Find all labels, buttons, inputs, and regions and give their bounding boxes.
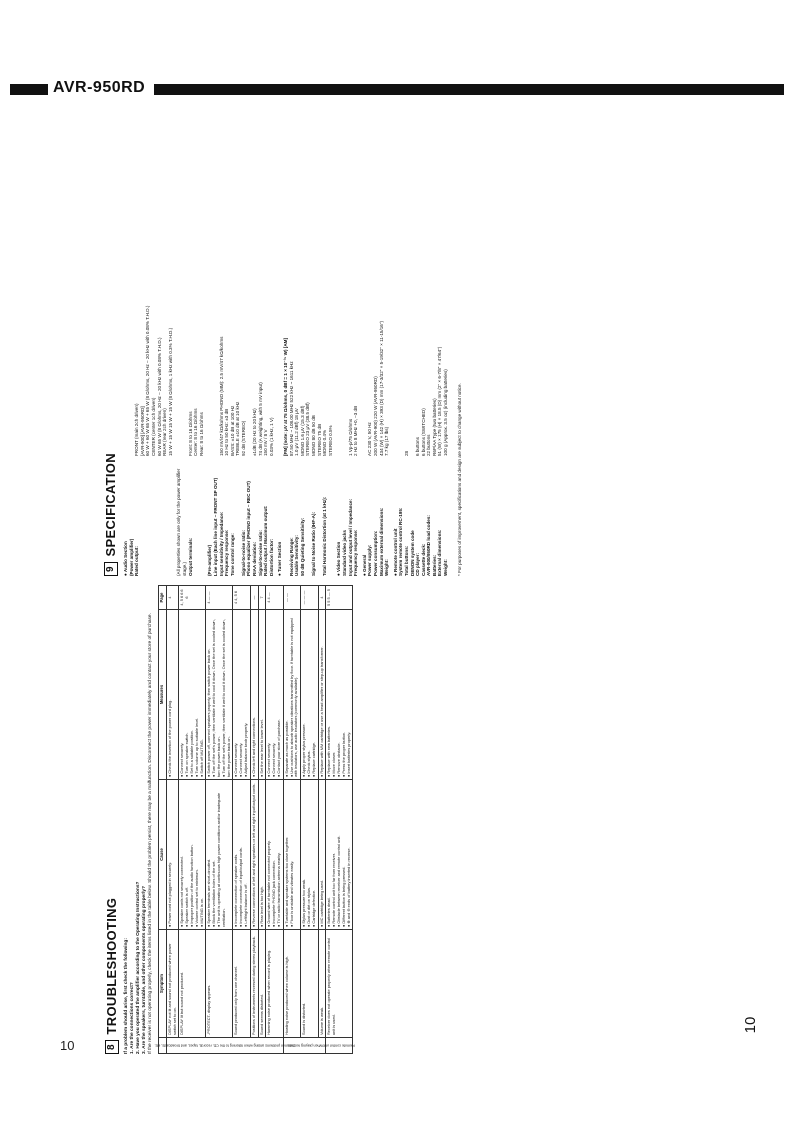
remote-label: Weight: — [443, 559, 449, 576]
rated-output-line: CENTER (center 1ch driven) — [150, 397, 156, 456]
output-terminal-line: Center: 8 to 16 Ω/ohms — [193, 408, 199, 456]
cause-cell — [258, 780, 266, 930]
symptom-cell: Sound produced only from one channel. — [233, 930, 250, 1038]
troubleshooting-section — [104, 586, 353, 1054]
general-label: Weight: — [384, 559, 390, 576]
audio-heading: ● Audio Section — [123, 541, 128, 576]
symptom-header: Symptom — [159, 930, 167, 1038]
troubleshooting-heading — [104, 586, 119, 1054]
measures-cell — [179, 610, 206, 780]
cause-item: ● Incomplete connection of speaker cords. — [233, 853, 239, 927]
measure-item: ● Connect securely. — [266, 742, 272, 777]
tuner-label — [328, 456, 334, 576]
page-cell: 4, 5 6 6 6 6 — [179, 586, 206, 610]
preamp-label: Phono equalizer (PHONO input – REC OUT) — [246, 481, 252, 576]
measure-item: ● Check the insertion of the power cord plug. — [166, 699, 172, 777]
measures-cell — [250, 610, 258, 780]
section-title: TROUBLESHOOTING — [104, 897, 119, 1035]
tuner-label: 50 dB Quieting Sensitivity: — [299, 517, 305, 576]
page-cell: 4 — [318, 586, 326, 610]
table-row — [301, 586, 318, 1054]
measure-item: ● Turn on speaker switch. — [184, 732, 190, 777]
general-value: 7.7 kg (17 lbs) — [384, 426, 390, 456]
cause-item: ● Improper position of the audio function button. — [188, 844, 194, 927]
intro-text: If the receiver is not operating properly, check the items listed in the table below. Should the problem persist, there may be a malfunction. Disconnect the power immediately and contact your store of purchase. — [148, 613, 153, 1054]
preamp-value: 74 dB (A weighting, with 5 mV input) — [257, 382, 263, 456]
measures-cell — [301, 610, 318, 780]
measure-item: ● Replace with MM cartridge or use a head amplifier or step-up transformer. — [318, 646, 324, 777]
cause-cell — [233, 780, 250, 930]
page-cell: — — [250, 586, 258, 610]
symptom-cell: DISPLAY not lit and sound not produced when power switch set to on. — [166, 930, 179, 1038]
cause-header: Cause — [159, 780, 167, 930]
tuner-rows — [289, 114, 334, 576]
measures-cell — [283, 610, 300, 780]
measure-item: ● Adjust balance knob properly. — [242, 722, 248, 777]
preamp-label: Distortion factor: — [268, 538, 274, 576]
measures-cell — [318, 610, 326, 780]
table-row — [326, 586, 353, 1054]
preamp-label: Signal-to-noise ratio: — [257, 530, 263, 576]
section-number: 8 — [105, 1040, 119, 1054]
remote-label: Total buttons: — [403, 545, 409, 576]
general-value: AC 230 V, 50 Hz — [367, 422, 373, 456]
preamp-row — [269, 114, 275, 576]
cause-cell — [179, 780, 206, 930]
page-cell: — — — [283, 586, 300, 610]
line-input-heading: Line input (Each line input – FRONT SP OUT) — [212, 477, 218, 576]
preamp-label: Input sensitivity / Impedance: — [218, 511, 224, 576]
tuner-label: Signal to Noise Ratio (IHF-A): — [311, 511, 316, 576]
general-row — [384, 114, 390, 576]
cause-item: ● Reverse connections of left and right speakers or left and right input/output cords. — [250, 783, 256, 927]
measures-cell — [206, 610, 233, 780]
remote-label: DENON system code — [409, 530, 415, 576]
cause-cell — [283, 780, 300, 930]
cause-item: ● MC cartridge being used. — [318, 880, 324, 927]
header-bar-left — [10, 84, 48, 95]
measure-item: ● Contact your store of purchase. — [275, 719, 281, 777]
section-number: 9 — [104, 562, 118, 576]
measure-item: ● Apply proper stylus pressure. — [301, 723, 307, 777]
tuner-value: STEREO 23 μV (38.5 dBf) — [305, 402, 311, 456]
video-label: Standard video jacks — [341, 530, 347, 576]
tuner-heading: ● Tuner Section — [277, 541, 283, 576]
cause-item: ● Speaker switch is off. — [184, 886, 190, 927]
remote-value: 51 (W) × 175 (H) × 18.5 (D) mm (2" × 6-7/8" × 47/64") — [437, 346, 443, 456]
rated-output-values — [134, 114, 173, 456]
troubleshooting-table — [154, 585, 355, 1054]
cause-item: ● Volume control set to minimum. — [193, 869, 199, 927]
cause-item: ● Power cord not plugged in securely. — [166, 862, 172, 927]
general-heading: ● General — [361, 554, 367, 576]
cause-item: ● Different button is being pressed. — [340, 866, 346, 927]
remote-label: System remote control RC-195: — [398, 507, 404, 576]
rotated-content — [104, 109, 730, 1054]
rated-output-line: 60 W 65 W (8 Ω/ohms, 20 Hz – 20 kHz with 0.08% T.H.D.) — [156, 337, 162, 456]
preamp-label: Signal-to-noise ratio: — [240, 530, 246, 576]
general-rows — [367, 114, 389, 576]
tuner-value: MONO 0.4% — [322, 429, 328, 456]
rotated-page-number-wrap — [742, 1010, 772, 1040]
cause-item: ● TV or radio transmission antenna nearby. — [275, 852, 281, 927]
measure-item: ● Set to a suitable position. — [188, 730, 194, 777]
measure-item: ● Replace with new batteries. — [326, 725, 332, 777]
measure-item: ● Insert batteries properly. — [345, 731, 351, 777]
preamp-value: 0.03% (1 kHz, 1 V) — [268, 417, 274, 456]
cause-cell — [326, 780, 353, 930]
category-label: Common problems arising when listening to the CD, records, tapes, and broadcasts, etc. — [154, 1043, 296, 1048]
page-header: Page — [159, 586, 167, 610]
measure-item: ● Remove obstacle. — [335, 742, 341, 777]
preamp-rows — [219, 114, 275, 576]
tuner-label: Total Harmonic Distortion (at 1 kHz): — [322, 496, 328, 576]
cause-item: ● Incomplete PHONO jack connection. — [271, 860, 277, 927]
tuner-value: 87.50 MHz ~ 108.00 MHz 522 kHz ~ 1611 kHz — [288, 361, 294, 456]
measure-item: ● Check stylus. — [305, 750, 311, 777]
symptom-cell: DISPLAY lit but sound not produced. — [179, 930, 206, 1038]
cause-item: ● Speaker cords not securely connected. — [179, 856, 185, 927]
table-row — [233, 586, 250, 1054]
video-label: Input and output level / Impedance: — [347, 498, 353, 576]
symptom-cell: Positions of instruments reversed during stereo playback. — [250, 930, 258, 1038]
measure-item: ● Connect securely. — [238, 742, 244, 777]
rated-output-label: Rated output: — [134, 546, 140, 576]
symptom-cell: Sound seems distorted. — [258, 930, 266, 1038]
symptom-cell: Howling noise produced when volume is high. — [283, 930, 300, 1038]
check-item: 3. Are the speakers, turntable, and other components operating properly? — [142, 885, 147, 1054]
output-terminals-row — [188, 114, 205, 576]
table-row — [266, 586, 283, 1054]
check-item: 1. Are the connections correct? — [130, 982, 135, 1054]
cause-item: ● Floor is unstable and vibrates easily. — [288, 860, 294, 927]
section-title: SPECIFICATION — [103, 453, 119, 557]
measures-cell — [233, 610, 250, 780]
preamp-value: 92 dB (STEREO) — [240, 420, 246, 456]
page-number: 10 — [60, 1038, 75, 1053]
measures-cell — [166, 610, 179, 780]
symptom-cell: -PROTECT- display appears. — [206, 930, 233, 1038]
preamp-heading: (Pre-amplifier) — [207, 544, 213, 576]
remote-value: R6P/AA Type (two batteries) — [431, 398, 437, 456]
specification-heading — [104, 114, 118, 576]
measures-cell — [326, 610, 353, 780]
preamp-value: ±1dB (20 Hz to 20 kHz) — [252, 408, 258, 456]
preamp-label: Rated output / Maximum output: — [263, 505, 269, 576]
tuner-row — [328, 114, 334, 576]
cause-item: ● Remote control unit too far from receiver. — [331, 853, 337, 927]
video-value: 1 Vp-p/75 Ω/ohms — [347, 418, 353, 456]
output-terminal-line: Front: 8 to 16 Ω/ohms — [187, 411, 193, 456]
page-cell: 4 — — — [206, 586, 233, 610]
specification-section — [104, 114, 462, 576]
category-label: When playing records. — [286, 1043, 323, 1048]
video-heading: ● Video Section — [336, 541, 342, 576]
remote-label: Cassette deck: — [420, 543, 426, 576]
general-label: Power consumption: — [372, 530, 378, 576]
rated-output-line: [AVR-900] [AVR-950RD] — [139, 406, 145, 456]
measure-item: ● Separate as much as possible. — [283, 720, 289, 777]
page-cell: 4 4 — — [266, 586, 283, 610]
remote-row — [443, 114, 449, 576]
model-title: AVR-950RD — [53, 79, 146, 96]
remote-rows — [398, 114, 448, 576]
measure-item: ● Switch off MUTING. — [198, 739, 204, 777]
symptom-cell: Receiver does not operate properly when remote control unit is used. — [326, 930, 353, 1038]
cause-item: ● Block the ventilation holes of the set. — [211, 860, 217, 927]
tuner-value: 1.0 μV (11.2 dBf) 18 μV — [294, 408, 300, 456]
measure-item: ● Connect securely. — [233, 742, 239, 777]
rated-output-line: REAR (rear 2ch driven) — [162, 408, 168, 456]
cause-item: ● Turntable and speaker systems too close together. — [283, 836, 289, 927]
measure-item: ● Press the proper button. — [340, 731, 346, 777]
cause-item: ● Cartridge defective. — [310, 889, 316, 927]
remote-value: 6 buttons — [415, 437, 421, 456]
remote-value: 100 g (Approx. 3.5 oz) (including batteries) — [443, 369, 449, 456]
video-rows — [342, 114, 359, 576]
preamp-value: BASS: ±10 dB at 100 Hz — [229, 405, 235, 456]
remote-label: CD player: — [415, 553, 421, 576]
output-terminals-label: Output terminals: — [187, 537, 193, 576]
rated-output-line: 15 W + 15 W 15 W + 15 W (8 Ω/ohms, 1 kHz with 0.3% T.H.D.) — [167, 327, 173, 456]
page-cell: — — — — [301, 586, 318, 610]
rotated-page-number: 10 — [742, 1016, 759, 1034]
table-header-row — [159, 586, 167, 1054]
amp-note-spacer — [176, 114, 187, 456]
table-row — [283, 586, 300, 1054]
measure-item: ● Turn off the set's power, then ventilate it well to cool it down. Once the set is cooled down, turn the power back on. — [211, 619, 221, 777]
measures-header: Measures — [159, 610, 167, 780]
general-value: 434 (W) × 142 (H) × 393 (D) mm (17-3/32" × 5-19/32" × 11-15/16") — [378, 320, 384, 456]
cause-item: ● Batteries dead. — [326, 897, 332, 927]
cause-item: ● Dust or dirt on stylus. — [305, 887, 311, 927]
page-cell: 4 — [166, 586, 179, 610]
video-row — [353, 114, 359, 576]
table-row — [166, 586, 179, 1054]
tuner-value: MONO 1.6 μV (15.3 dBf) — [299, 405, 305, 456]
tuner-label: Usable Sensitivity: — [294, 535, 300, 576]
measure-item: ● Replace cartridge. — [310, 741, 316, 777]
table-row — [318, 586, 326, 1054]
rated-output-line: 60 W + 60 W 65 W + 65 W (8 Ω/ohms, 20 Hz – 20 kHz with 0.08% T.H.D.) — [145, 305, 151, 456]
measure-item: ● Turn off the set's power, then ventilate it well to cool it down. Once the set is cooled down, turn the power back on. — [220, 619, 231, 777]
remote-label: External dimensions: — [437, 529, 443, 576]
measures-cell — [266, 610, 283, 780]
category-cell — [154, 1038, 296, 1054]
video-value: 2 Hz to 8 MHz +0, –3 dB — [353, 405, 359, 456]
cause-cell — [166, 780, 179, 930]
cause-item: ● Ground wire of turntable not connected properly. — [266, 840, 272, 927]
tuner-label: Receiving Range: — [288, 537, 294, 576]
table-row — [250, 586, 258, 1054]
cause-item: ● Left/right balance is off. — [242, 883, 248, 927]
video-label: Frequency response: — [353, 529, 359, 576]
tuner-value: STEREO 75 dB — [316, 423, 322, 456]
remote-heading: ● Remote control unit — [392, 528, 398, 576]
output-terminal-line: Rear: 8 to 16 Ω/ohms — [198, 412, 204, 456]
cause-cell — [301, 780, 318, 930]
rated-output-line: FRONT (main 2ch driven) — [134, 403, 140, 456]
preamp-value: 150 mV / 8 V — [263, 429, 269, 456]
cause-item: ● Obstacle between receiver and remote control unit. — [335, 835, 341, 927]
category-label: Remote control unit — [323, 1043, 355, 1048]
output-terminals-block — [176, 114, 187, 576]
preamp-value: 150 mV/47 kΩ/kohms PHONO (MM): 2.5 mV/47 kΩ/kohms — [218, 336, 224, 456]
amp-note: (All properties shown are only for the power amplifier stage.) — [176, 468, 187, 576]
table-row — [258, 586, 266, 1054]
cause-item: ● MUTING is on. — [198, 897, 204, 927]
cause-item: ● ⊕ and ⊖ ends of battery inserted in reverse. — [345, 847, 351, 927]
remote-label: Batteries: — [431, 554, 437, 576]
symptom-cell: Sound is distorted. — [301, 930, 318, 1038]
preamp-label: Tone control range: — [229, 533, 235, 576]
output-terminals-values — [188, 114, 205, 456]
remote-label: AVR-900/950RD load codes: — [426, 515, 432, 576]
general-value: 200 W (AVR-900) 220 W (AVR-950RD) — [372, 376, 378, 456]
measure-item: ● Use cushions to absorb speaker vibrations transmitted by floor. If turntable is not equipped with insulators, use audio insulators (commonly available). — [288, 618, 299, 777]
rated-output-block — [134, 114, 173, 576]
tuner-columns: [FM] (note: μV at 75 Ω/ohms, 0 dBf = 1 × 10⁻¹⁵ W) [AM] — [283, 337, 289, 456]
preamp-value: 10 Hz to 50 kHz: ±3 dB — [224, 408, 230, 456]
header-bar-right — [154, 84, 784, 95]
cause-cell — [206, 780, 233, 930]
measure-item: ● Switch power off, connect speakers properly, then switch power back on. — [206, 648, 212, 777]
category-cell — [283, 1038, 326, 1054]
intro-heading: If a problem should arise, first check the following: — [124, 938, 129, 1054]
preamp-label: Frequency response: — [224, 529, 230, 576]
symptom-cell: Humming noise produced when record is playing. — [266, 930, 283, 1038]
measure-item: ● Connect securely. — [271, 742, 277, 777]
measure-item: ● Connect securely. — [179, 742, 185, 777]
cause-item: ● The unit is operating at continuous high power conditions and/or inadequate ventilation. — [215, 792, 226, 927]
power-amp-heading: (Power amplifier) — [128, 538, 134, 576]
general-label: Power supply: — [367, 544, 373, 576]
preamp-value: TREBLE ±10 dB at 10 kHz — [235, 401, 241, 456]
measures-cell — [258, 610, 266, 780]
remote-value: 6 buttons (SWITCHED) — [420, 408, 426, 456]
general-label: Maximum external dimensions: — [378, 507, 384, 576]
cause-cell — [318, 780, 326, 930]
table-row — [179, 586, 206, 1054]
preamp-label: RIAA deviation: — [252, 541, 258, 576]
cause-item: ● Rear level is too high. — [258, 886, 264, 927]
category-cell — [323, 1038, 355, 1054]
symptom-cell: Volume is weak. — [318, 930, 326, 1038]
cause-item: ● Incomplete connection of input/output cords. — [238, 847, 244, 927]
cause-item: ● Speaker terminals are short-circuited. — [206, 858, 212, 927]
remote-value: 28 — [403, 450, 409, 456]
measure-item: ● Turn volume up to suitable level. — [193, 717, 199, 777]
page-cell: 7 — [258, 586, 266, 610]
measure-item: ● Set the rear level to lower level. — [258, 719, 264, 777]
check-item: 2. Have you operated the amplifier according to the Operating Instructions? — [136, 881, 141, 1054]
page-cell: 5 5 5 — 5 — [326, 586, 353, 610]
measure-item: ● Move closer. — [331, 751, 337, 777]
cause-cell — [266, 780, 283, 930]
remote-value: 22 buttons — [426, 434, 432, 456]
spec-footnote: * For purposes of improvement, specifications and design are subject to change without notice. — [456, 383, 462, 576]
cause-cell — [250, 780, 258, 930]
table-row — [206, 586, 233, 1054]
tuner-value: STEREO 0.5% — [327, 425, 333, 456]
tuner-value: MONO 80 dB 50 dB — [311, 415, 316, 456]
page-cell: 4 4, 5 6 — [233, 586, 250, 610]
cause-item: ● Stylus pressure too weak. — [301, 879, 307, 927]
measure-item: ● Check left and right connections. — [250, 717, 256, 777]
